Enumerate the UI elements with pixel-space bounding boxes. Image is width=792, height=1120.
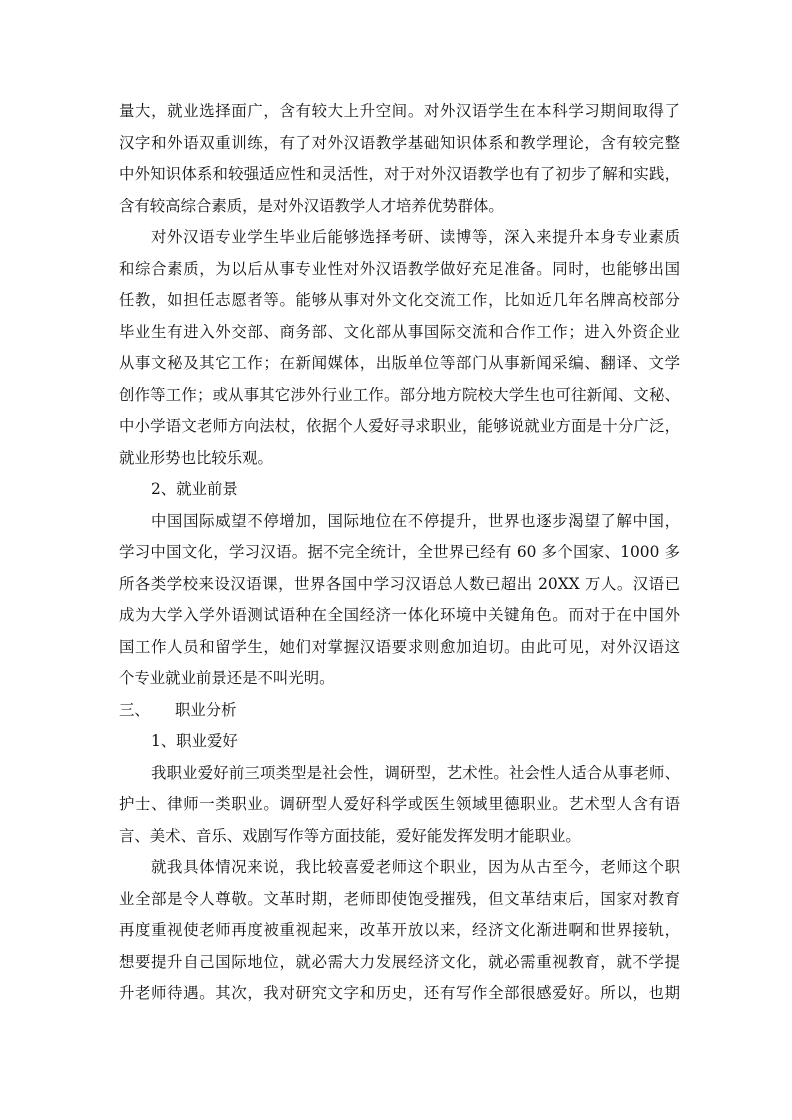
paragraph — [119, 852, 680, 1010]
text-line: 就我具体情况来说，我比较喜爱老师这个职业，因为从古至今，老师这个职 — [151, 858, 680, 876]
text-line: 个专业就业前景还是不叫光明。 — [119, 669, 335, 687]
chapter-title: 职业分析 — [175, 700, 237, 719]
section-heading: 2、就业前景 — [151, 480, 238, 498]
paragraph — [119, 506, 680, 695]
document-body — [119, 96, 680, 1010]
text-line: 含有较高综合素质，是对外汉语教学人才培养优势群体。 — [119, 196, 504, 215]
text-line: 就业形势也比较乐观。 — [119, 448, 273, 467]
section-heading: 1、职业爱好 — [151, 732, 238, 750]
text-line: 护士、律师一类职业。调研型人爱好科学或医生领域里德职业。艺术型人含有语 — [119, 795, 680, 813]
text-line: 中国国际威望不停增加，国际地位在不停提升，世界也逐步渴望了解中国， — [151, 511, 680, 530]
text-line: 汉字和外语双重训练，有了对外汉语教学基础知识体系和教学理论，含有较完整 — [119, 133, 680, 152]
paragraph — [119, 96, 680, 222]
text-line: 国工作人员和留学生，她们对掌握汉语要求则愈加迫切。由此可见，对外汉语这 — [119, 637, 680, 656]
text-line: 言、美术、音乐、戏剧写作等方面技能，爱好能发挥发明才能职业。 — [119, 826, 581, 845]
text-line: 创作等工作；或从事其它涉外行业工作。部分地方院校大学生也可往新闻、文秘、 — [119, 385, 680, 404]
text-line: 学习中国文化，学习汉语。据不完全统计，全世界已经有 60 多个国家、1000 多 — [119, 543, 680, 561]
chapter-heading — [119, 695, 680, 727]
paragraph — [119, 758, 680, 853]
text-line: 对外汉语专业学生毕业后能够选择考研、读博等，深入来提升本身专业素质 — [151, 228, 680, 246]
text-line: 从事文秘及其它工作；在新闻媒体，出版单位等部门从事新闻采编、翻译、文学 — [119, 354, 680, 372]
text-line: 再度重视使老师再度被重视起来，改革开放以来，经济文化渐进啊和世界接轨， — [119, 921, 680, 939]
text-line: 业全部是令人尊敬。文革时期，老师即使饱受摧残，但文革结束后，国家对教育 — [119, 889, 680, 908]
text-line: 中小学语文老师方向法杖，依据个人爱好寻求职业，能够说就业方面是十分广泛， — [119, 417, 680, 435]
chapter-number: 三、 — [119, 700, 150, 719]
text-line: 任教，如担任志愿者等。能够从事对外文化交流工作，比如近几年名牌高校部分 — [119, 291, 680, 309]
text-line: 升老师待遇。其次，我对研究文字和历史，还有写作全部很感爱好。所以，也期 — [119, 984, 680, 1002]
text-line: 和综合素质，为以后从事专业性对外汉语教学做好充足准备。同时，也能够出国 — [119, 259, 680, 278]
text-line: 量大，就业选择面广，含有较大上升空间。对外汉语学生在本科学习期间取得了 — [119, 102, 680, 120]
text-line: 毕业生有进入外交部、商务部、文化部从事国际交流和合作工作；进入外资企业 — [119, 322, 680, 341]
text-line: 成为大学入学外语测试语种在全国经济一体化环境中关键角色。而对于在中国外 — [119, 606, 680, 624]
text-line: 中外知识体系和较强适应性和灵活性，对于对外汉语教学也有了初步了解和实践， — [119, 165, 680, 183]
text-line: 想要提升自己国际地位，就必需大力发展经济文化，就必需重视教育，就不学提 — [119, 952, 680, 971]
paragraph — [119, 222, 680, 474]
text-line: 我职业爱好前三项类型是社会性，调研型，艺术性。社会性人适合从事老师、 — [151, 763, 680, 782]
text-line: 所各类学校来设汉语课，世界各国中学习汉语总人数已超出 20XX 万人。汉语已 — [119, 574, 680, 593]
